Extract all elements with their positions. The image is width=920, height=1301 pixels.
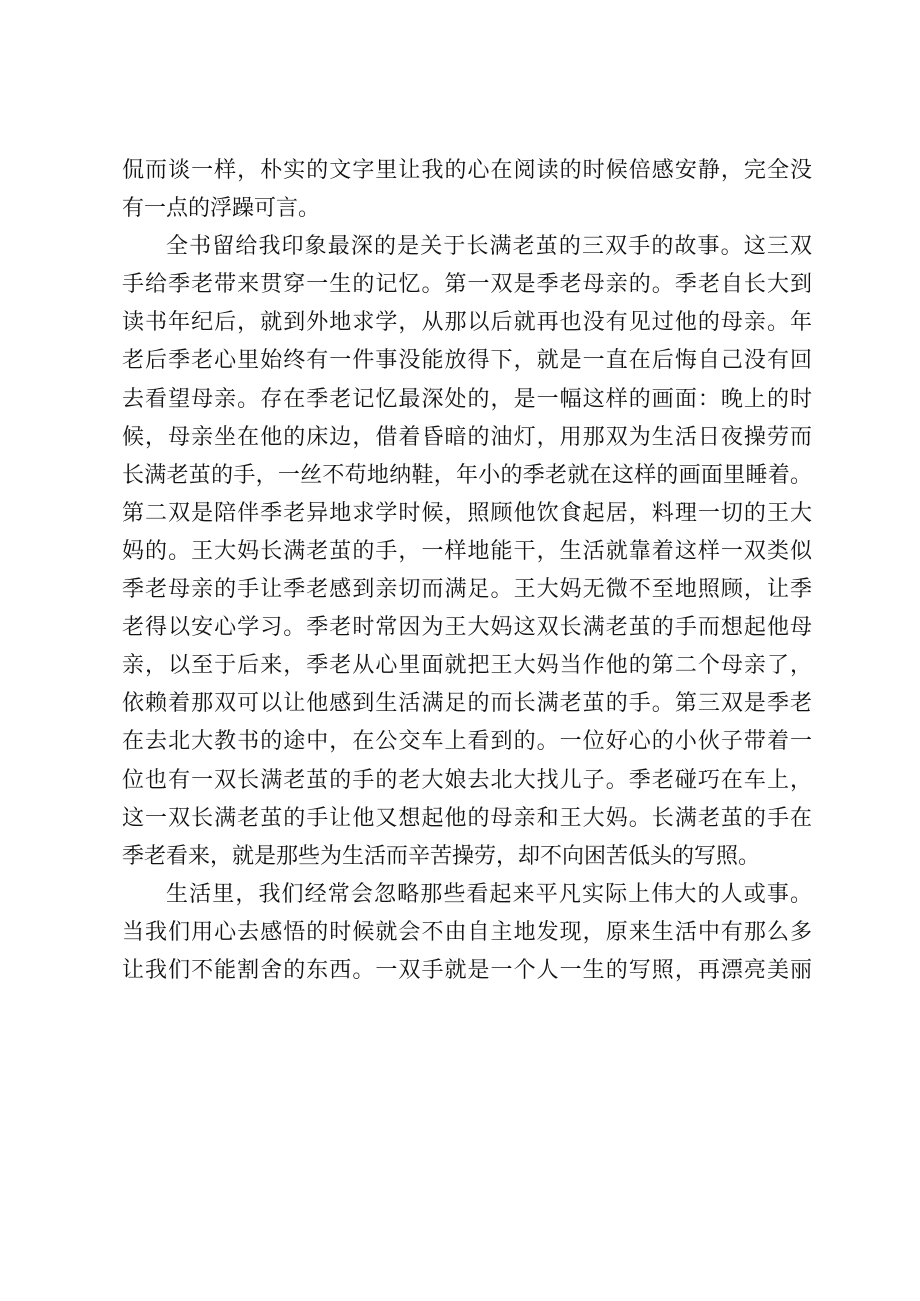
text-line-19: 季老看来，就是那些为生活而辛苦操劳，却不向困苦低头的写照。 (122, 843, 761, 869)
text-line-12: 季老母亲的手让季老感到亲切而满足。王大妈无微不至地照顾，让季 (122, 577, 812, 603)
text-line-9: 长满老茧的手，一丝不苟地纳鞋，年小的季老就在这样的画面里睡着。 (122, 462, 812, 488)
text-line-8: 候，母亲坐在他的床边，借着昏暗的油灯，用那双为生活日夜操劳而 (122, 424, 812, 450)
text-line-14: 亲，以至于后来，季老从心里面就把王大妈当作他的第二个母亲了， (122, 653, 812, 679)
text-line-11: 妈的。王大妈长满老茧的手，一样地能干，生活就靠着这样一双类似 (122, 538, 812, 564)
text-line-15: 依赖着那双可以让他感到生活满足的而长满老茧的手。第三双是季老 (122, 691, 812, 717)
text-line-6: 老后季老心里始终有一件事没能放得下，就是一直在后悔自己没有回 (122, 348, 812, 374)
text-line-16: 在去北大教书的途中，在公交车上看到的。一位好心的小伙子带着一 (122, 729, 812, 755)
text-line-4: 手给季老带来贯穿一生的记忆。第一双是季老母亲的。季老自长大到 (122, 272, 812, 298)
text-line-18: 这一双长满老茧的手让他又想起他的母亲和王大妈。长满老茧的手在 (122, 805, 812, 831)
paragraph-start-line: 生活里，我们经常会忽略那些看起来平凡实际上伟大的人或事。 (166, 881, 812, 907)
paragraph-start-line: 全书留给我印象最深的是关于长满老茧的三双手的故事。这三双 (166, 234, 812, 260)
body-text (122, 152, 812, 990)
text-line-2: 有一点的浮躁可言。 (122, 196, 321, 222)
text-line-7: 去看望母亲。存在季老记忆最深处的，是一幅这样的画面：晚上的时 (122, 386, 812, 412)
text-line-1: 侃而谈一样，朴实的文字里让我的心在阅读的时候倍感安静，完全没 (122, 158, 812, 183)
text-line-17: 位也有一双长满老茧的手的老大娘去北大找儿子。季老碰巧在车上， (122, 767, 812, 793)
text-line-10: 第二双是陪伴季老异地求学时候，照顾他饮食起居，料理一切的王大 (122, 500, 812, 526)
text-line-13: 老得以安心学习。季老时常因为王大妈这双长满老茧的手而想起他母 (122, 615, 812, 641)
text-line-22: 让我们不能割舍的东西。一双手就是一个人一生的写照，再漂亮美丽 (122, 957, 812, 983)
text-line-21: 当我们用心去感悟的时候就会不由自主地发现，原来生活中有那么多 (122, 919, 812, 945)
text-line-5: 读书年纪后，就到外地求学，从那以后就再也没有见过他的母亲。年 (122, 310, 812, 336)
